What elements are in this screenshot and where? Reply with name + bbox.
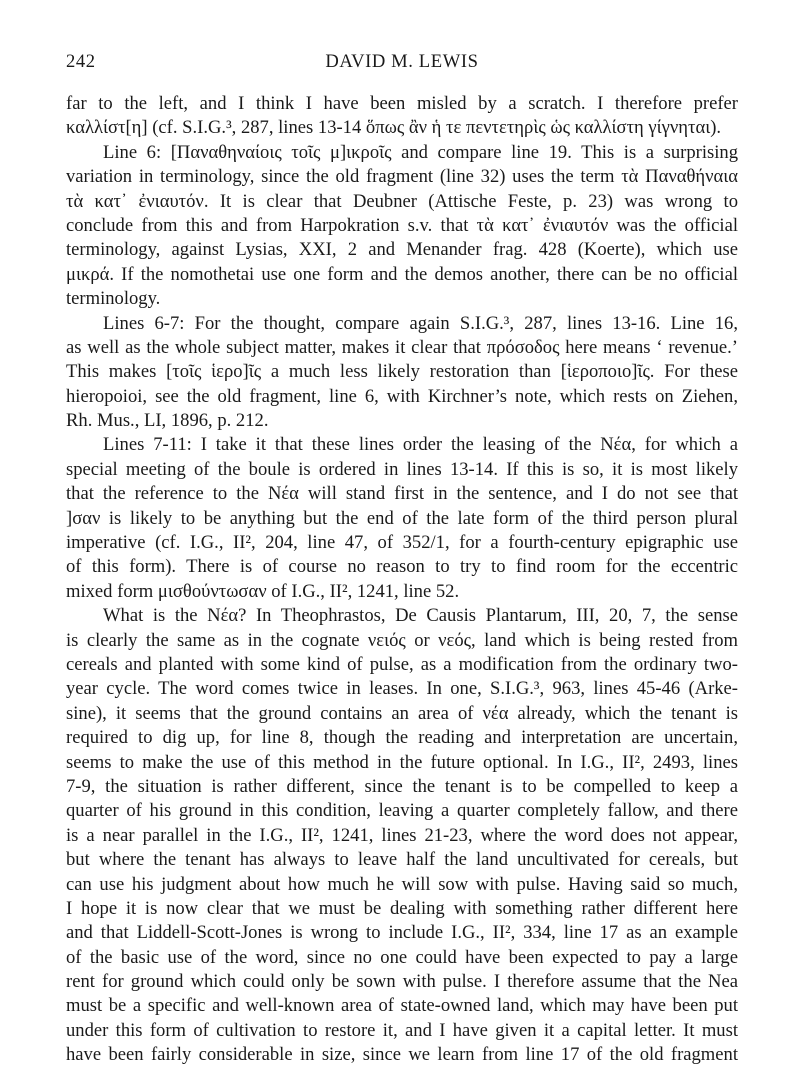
text-line: as well as the whole subject matter, makes it clear that πρόσοδος here means ‘ revenue.’ — [66, 336, 738, 358]
text-line: καλλίστ[η] (cf. S.I.G.³, 287, lines 13-14 ὅπως ἂν ἡ τε πεντετηρὶς ὡς καλλίστη γίγνηται). — [66, 117, 722, 139]
text-line: have been fairly considerable in size, since we learn from line 17 of the old fragment — [66, 1044, 738, 1066]
text-line: quarter of his ground in this condition, leaving a quarter completely fallow, and there — [66, 800, 738, 822]
text-line: year cycle. The word comes twice in leases. In one, S.I.G.³, 963, lines 45-46 (Arke- — [66, 678, 738, 700]
text-line: mixed form μισθούντωσαν of I.G., II², 1241, line 52. — [66, 580, 460, 602]
text-line: cereals and planted with some kind of pulse, as a modification from the ordinary two- — [66, 653, 738, 675]
text-line: far to the left, and I think I have been misled by a scratch. I therefore prefer — [66, 93, 738, 114]
text-line: hieropoioi, see the old fragment, line 6, with Kirchner’s note, which rests on Ziehen, — [66, 385, 738, 407]
text-line: terminology, against Lysias, XXI, 2 and Menander frag. 428 (Koerte), which use — [66, 239, 738, 261]
text-line: imperative (cf. I.G., II², 204, line 47, of 352/1, for a fourth-century epigraphic use — [66, 532, 738, 554]
running-header — [66, 50, 738, 76]
text-line: under this form of cultivation to restore it, and I have given it a capital letter. It must — [66, 1019, 738, 1041]
text-line: 7-9, the situation is rather different, since the tenant is to be compelled to keep a — [66, 775, 738, 797]
text-line: τὰ κατ᾽ ἐνιαυτόν. It is clear that Deubner (Attische Feste, p. 23) was wrong to — [66, 190, 738, 212]
text-line: Lines 7-11: I take it that these lines order the leasing of the Νέα, for which a — [103, 434, 738, 456]
text-line: and that Liddell-Scott-Jones is wrong to include I.G., II², 334, line 17 as an example — [66, 922, 738, 944]
text-line: of the basic use of the word, since no one could have been expected to pay a large — [66, 946, 738, 968]
text-line: must be a specific and well-known area of state-owned land, which may have been put — [66, 995, 738, 1017]
text-line: required to dig up, for line 8, though the reading and interpretation are uncertain, — [66, 727, 738, 749]
text-line: rent for ground which could only be sown with pulse. I therefore assume that the Nea — [66, 971, 738, 993]
text-line: sine), it seems that the ground contains an area of νέα already, which the tenant is — [66, 702, 738, 724]
text-line: Line 6: [Παναθηναίοις τοῖς μ]ικροῖς and compare line 19. This is a surprising — [103, 141, 738, 163]
body-text — [66, 92, 738, 1068]
text-line: of this form). There is of course no reason to try to find room for the eccentric — [66, 556, 738, 578]
text-line: This makes [τοῖς ἱερο]ῖς a much less likely restoration than [ἱεροποιο]ῖς. For these — [66, 361, 738, 383]
text-line: Rh. Mus., LI, 1896, p. 212. — [66, 410, 269, 432]
text-line: seems to make the use of this method in the future optional. In I.G., II², 2493, lines — [66, 751, 738, 773]
page-number: 242 — [66, 51, 96, 72]
text-line: can use his judgment about how much he will sow with pulse. Having said so much, — [66, 873, 738, 895]
text-line: is clearly the same as in the cognate νειός or νεός, land which is being rested from — [66, 629, 738, 651]
text-line: special meeting of the boule is ordered in lines 13-14. If this is so, it is most likely — [66, 458, 738, 480]
text-line: I hope it is now clear that we must be dealing with something rather different here — [66, 897, 738, 919]
text-line: What is the Νέα? In Theophrastos, De Causis Plantarum, III, 20, 7, the sense — [103, 605, 738, 627]
text-line: μικρά. If the nomothetai use one form and the demos another, there can be no official — [66, 263, 738, 285]
text-line: conclude from this and from Harpokration s.v. that τὰ κατ᾽ ἐνιαυτόν was the official — [66, 214, 738, 236]
text-line: that the reference to the Νέα will stand first in the sentence, and I do not see that — [66, 483, 738, 505]
text-line: is a near parallel in the I.G., II², 1241, lines 21-23, where the word does not appear, — [66, 824, 738, 846]
text-line: Lines 6-7: For the thought, compare again S.I.G.³, 287, lines 13-16. Line 16, — [103, 312, 738, 334]
running-title: DAVID M. LEWIS — [325, 51, 479, 72]
page — [66, 50, 738, 1068]
text-line: variation in terminology, since the old fragment (line 32) uses the term τὰ Παναθήναια — [66, 166, 738, 188]
text-line: terminology. — [66, 288, 161, 310]
text-line: ]σαν is likely to be anything but the end of the late form of the third person plural — [66, 507, 738, 529]
text-line: but where the tenant has always to leave half the land uncultivated for cereals, but — [66, 849, 738, 871]
